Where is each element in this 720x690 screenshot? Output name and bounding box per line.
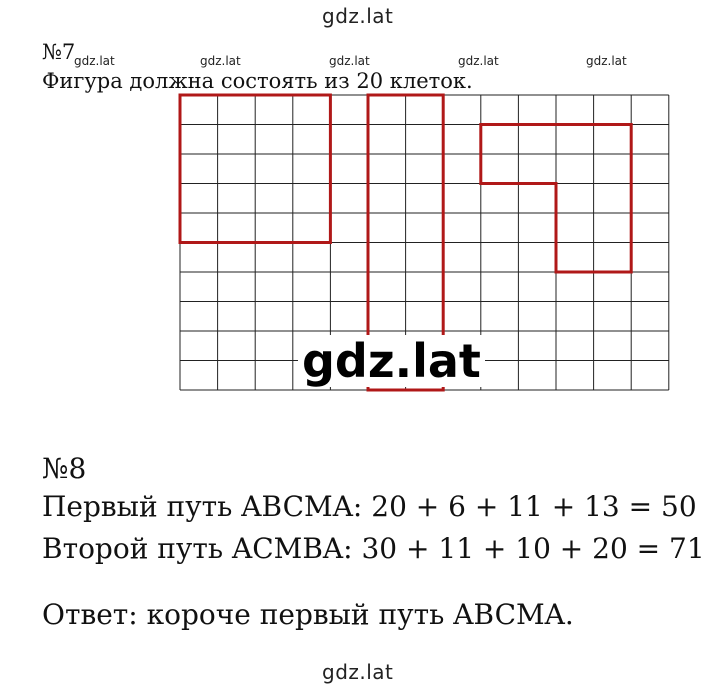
watermark-small-4: gdz.lat	[458, 54, 499, 68]
problem-7-number: №7	[42, 40, 76, 64]
answer-line: Ответ: короче первый путь ABCMA.	[42, 598, 574, 631]
watermark-bottom: gdz.lat	[322, 660, 394, 684]
watermark-small-1: gdz.lat	[74, 54, 115, 68]
problem-7-caption: Фигура должна состоять из 20 клеток.	[42, 69, 473, 93]
watermark-top: gdz.lat	[322, 4, 394, 28]
second-path-line: Второй путь ACMBA: 30 + 11 + 10 + 20 = 71	[42, 532, 705, 565]
watermark-small-5: gdz.lat	[586, 54, 627, 68]
first-path-line: Первый путь ABCMA: 20 + 6 + 11 + 13 = 50	[42, 490, 697, 523]
watermark-large: gdz.lat	[298, 335, 485, 387]
watermark-small-2: gdz.lat	[200, 54, 241, 68]
watermark-small-3: gdz.lat	[329, 54, 370, 68]
problem-8-number: №8	[42, 452, 87, 485]
